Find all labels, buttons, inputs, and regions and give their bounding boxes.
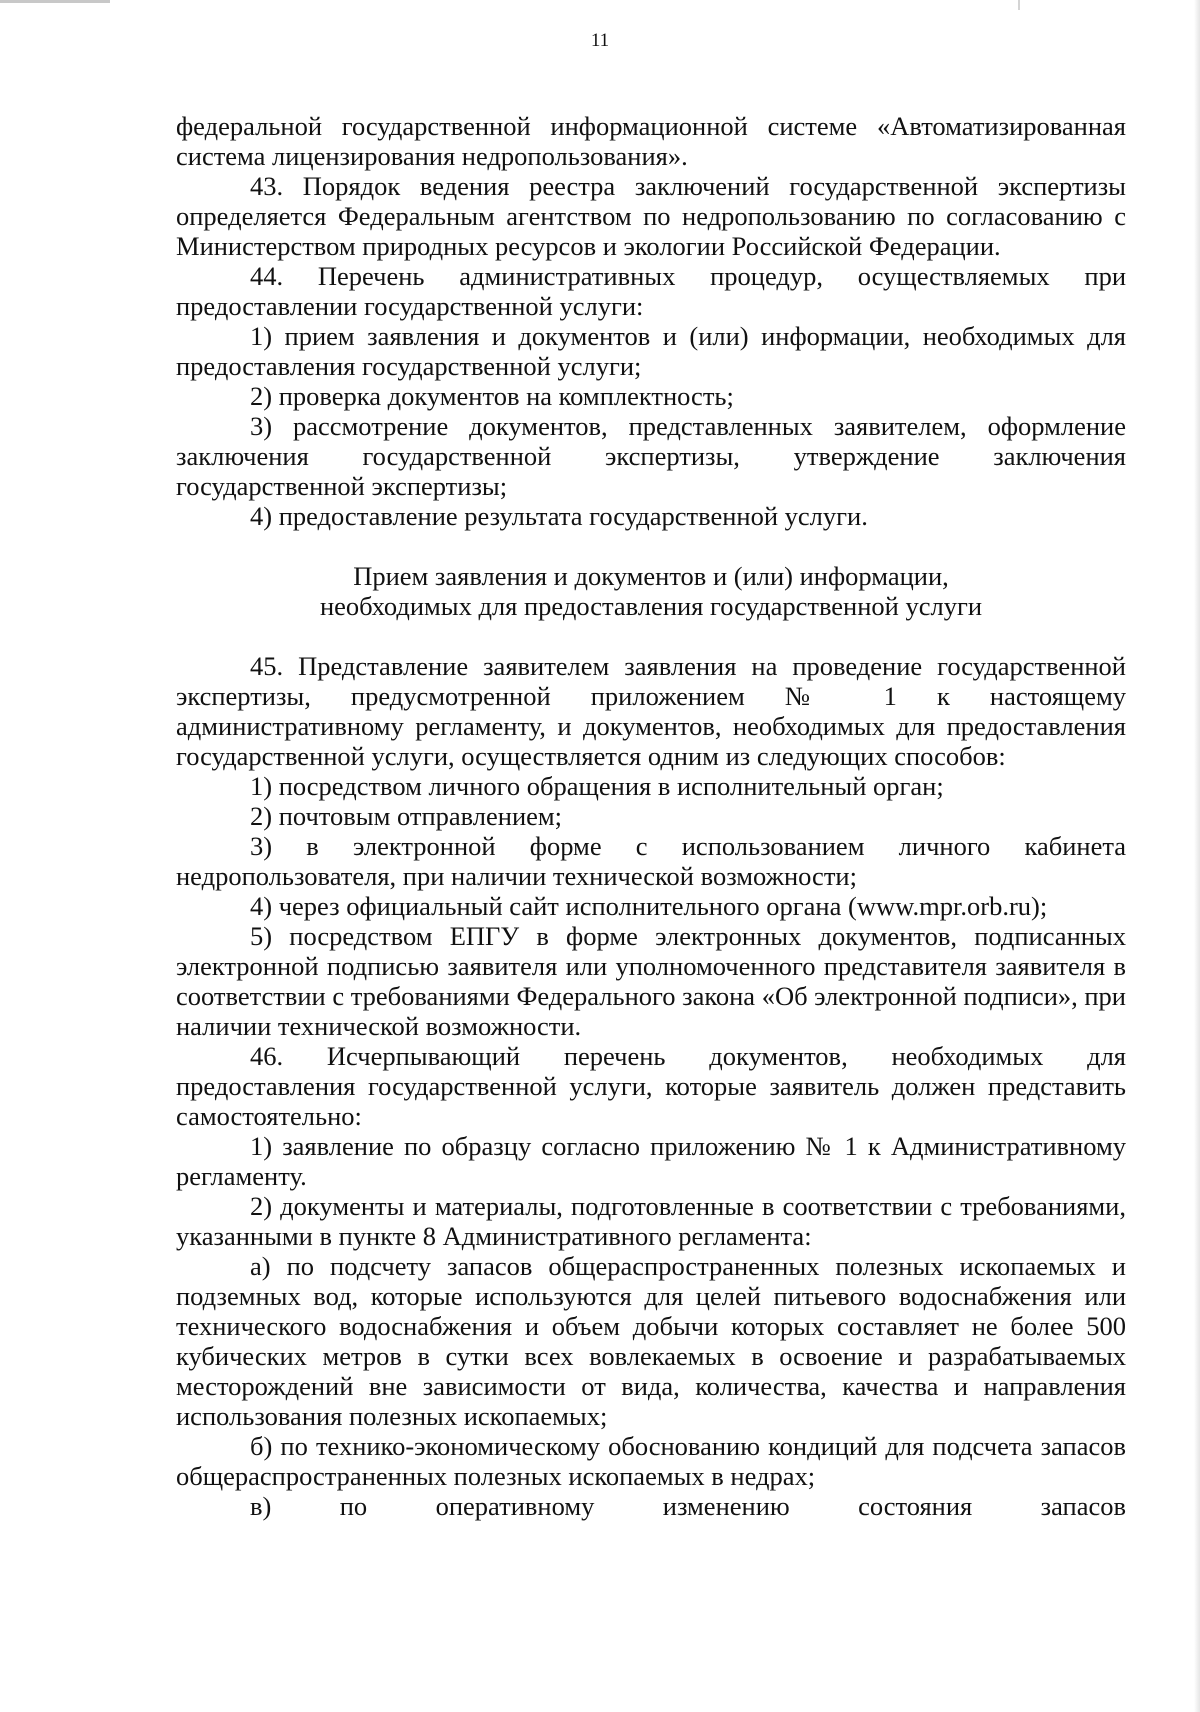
paragraph: 3) в электронной форме с использованием личного кабинета недропользователя, при наличии технической возможности; (176, 831, 1126, 891)
paragraph: 1) прием заявления и документов и (или) информации, необходимых для предоставления государственной услуги; (176, 321, 1126, 381)
scan-edge-mark (0, 0, 110, 3)
paragraph: б) по технико-экономическому обоснованию кондиций для подсчета запасов общераспространенных полезных ископаемых в недрах; (176, 1431, 1126, 1491)
section-heading-line: Прием заявления и документов и (или) информации, (353, 561, 949, 591)
section-heading-line: необходимых для предоставления государственной услуги (319, 591, 983, 621)
paragraph: федеральной государственной информационной системе «Автоматизированная система лицензирования недропользования». (176, 111, 1126, 171)
paragraph: а) по подсчету запасов общераспространенных полезных ископаемых и подземных вод, которые используются для целей питьевого водоснабжения или технического водоснабжения и объем добычи которых составляет не более 500 кубических метров в сутки всех вовлекаемых в освоение и разрабатываемых месторождений вне зависимости от вида, количества, качества и направления использования полезных ископаемых; (176, 1251, 1126, 1431)
paragraph: 3) рассмотрение документов, представленных заявителем, оформление заключения государственной экспертизы, утверждение заключения государственной экспертизы; (176, 411, 1126, 501)
paragraph-group (176, 651, 1126, 1521)
paragraph: 45. Представление заявителем заявления на проведение государственной экспертизы, предусмотренной приложением № 1 к настоящему административному регламенту, и документов, необходимых для предоставления государственной услуги, осуществляется одним из следующих способов: (176, 651, 1126, 771)
paragraph: 2) документы и материалы, подготовленные в соответствии с требованиями, указанными в пункте 8 Административного регламента: (176, 1191, 1126, 1251)
paragraph: 4) через официальный сайт исполнительного органа (www.mpr.orb.ru); (250, 891, 1048, 921)
paragraph: в) по оперативному изменению состояния запасов (250, 1491, 1126, 1521)
section-heading (176, 561, 1126, 621)
paragraph: 2) почтовым отправлением; (250, 801, 563, 831)
paragraph: 5) посредством ЕПГУ в форме электронных документов, подписанных электронной подписью заявителя или уполномоченного представителя заявителя в соответствии с требованиями Федерального закона «Об электронной подписи», при наличии технической возможности. (176, 921, 1126, 1041)
paragraph: 1) заявление по образцу согласно приложению № 1 к Административному регламенту. (176, 1131, 1126, 1191)
paragraph: 4) предоставление результата государственной услуги. (250, 501, 868, 531)
document-body (176, 111, 1126, 1521)
page-number: 11 (590, 30, 610, 51)
paragraph: 1) посредством личного обращения в исполнительный орган; (250, 771, 944, 801)
paragraph: 44. Перечень административных процедур, осуществляемых при предоставлении государственной услуги: (176, 261, 1126, 321)
paragraph-group (176, 111, 1126, 531)
paragraph: 2) проверка документов на комплектность; (250, 381, 734, 411)
scan-edge-mark (1018, 0, 1020, 10)
scan-page-edge (1194, 0, 1200, 1712)
paragraph: 43. Порядок ведения реестра заключений государственной экспертизы определяется Федеральным агентством по недропользованию по согласованию с Министерством природных ресурсов и экологии Российской Федерации. (176, 171, 1126, 261)
paragraph: 46. Исчерпывающий перечень документов, необходимых для предоставления государственной услуги, которые заявитель должен представить самостоятельно: (176, 1041, 1126, 1131)
